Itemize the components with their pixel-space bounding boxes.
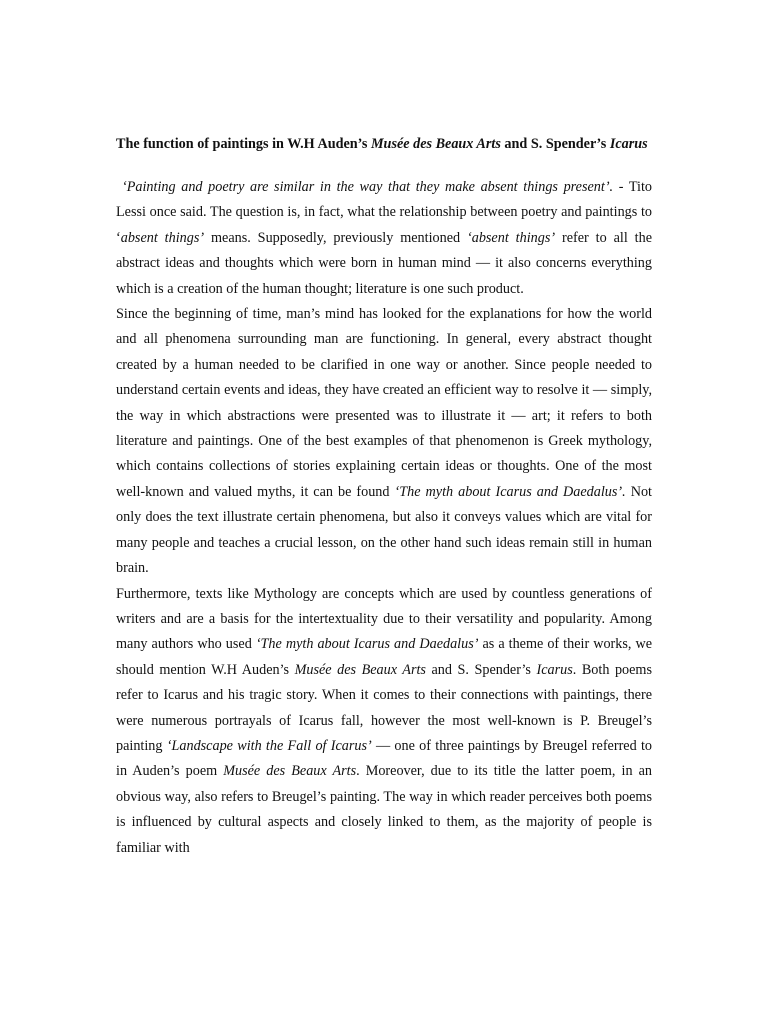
title-work-name: Musée des Beaux Arts [370, 136, 501, 152]
work-name: Musée des Beaux Arts [223, 763, 357, 780]
title-work-name: Icarus [609, 136, 648, 152]
text-run: and S. Spender’s [425, 661, 537, 678]
paragraph-3 [116, 582, 652, 861]
paragraph-1 [116, 175, 652, 302]
title-part: and S. Spender’s [500, 136, 610, 152]
quote: ‘absent things’ [467, 229, 556, 246]
text-run: . Both poems refer to Icarus and his tragic story. When it comes to their connections with paintings, there were numerous portrayals of Icarus fall, however the most well-known is P. Breugel’s painting [116, 661, 652, 754]
quote: ‘Landscape with the Fall of Icarus’ [166, 737, 372, 754]
document-page [116, 132, 652, 861]
text-run: Since the beginning of time, man’s mind has looked for the explanations for how the world and all phenomena surrounding man are functioning. In general, every abstract thought created by a human needed to be clarified in one way or another. Since people needed to understand certain events and ideas, they have created an efficient way to resolve it — simply, the way in which abstractions were presented was to illustrate it — art; it refers to both literature and paintings. One of the best examples of that phenomenon is Greek mythology, which contains collections of stories explaining certain ideas or thoughts. One of the most well-known and valued myths, it can be found [116, 306, 652, 500]
work-name: Musée des Beaux Arts [294, 661, 426, 678]
text-run: — one of three paintings by Breugel referred to in Auden’s poem [116, 737, 652, 780]
quote: ‘Painting and poetry are similar in the way that they make absent things present’. [122, 179, 614, 195]
work-name: Icarus [536, 661, 573, 678]
document-title [116, 132, 652, 157]
text-run: . Moreover, due to its title the latter poem, in an obvious way, also refers to Breugel’s painting. The way in which reader perceives both poems is influenced by cultural aspects and closely linked to them, as the majority of people is familiar with [116, 763, 652, 856]
quote: absent things’ [120, 229, 205, 246]
quote: ‘The myth about Icarus and Daedalus’ [255, 636, 479, 653]
text-run: - Tito Lessi once said. The question is, in fact, what the relationship between poetry and paintings to ‘ [116, 179, 652, 246]
text-run: as a theme of their works, we should mention W.H Auden’s [116, 636, 652, 678]
text-run: Furthermore, texts like Mythology are concepts which are used by countless generations of writers and are a basis for the intertextuality due to their versatility and popularity. Among many authors who used [116, 585, 652, 653]
title-part: The function of paintings in W.H Auden’s [116, 136, 371, 152]
text-run: means. Supposedly, previously mentioned [204, 229, 467, 246]
paragraph-2 [116, 302, 652, 581]
text-run: Not only does the text illustrate certain phenomena, but also it conveys values which are vital for many people and teaches a crucial lesson, on the other hand such ideas remain still in human brain. [116, 483, 653, 577]
quote: ‘The myth about Icarus and Daedalus’. [394, 483, 626, 500]
document-body [116, 175, 652, 861]
text-run: refer to all the abstract ideas and thoughts which were born in human mind — it also concerns everything which is a creation of the human thought; literature is one such product. [116, 229, 652, 297]
